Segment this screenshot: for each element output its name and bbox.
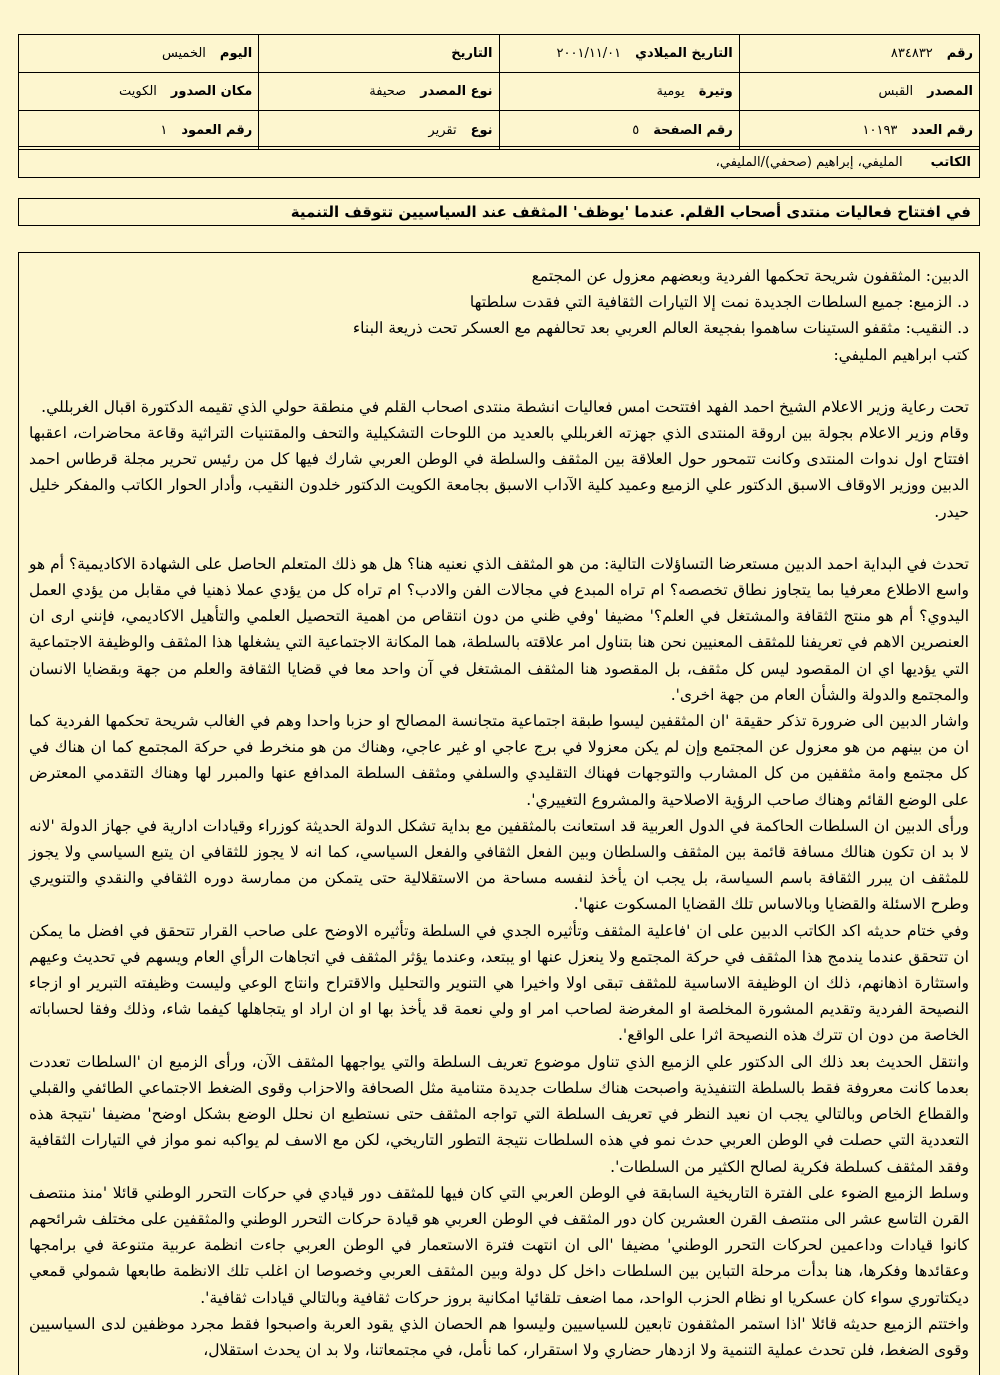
source-label: المصدر xyxy=(927,84,973,99)
place-cell xyxy=(19,73,258,110)
gregorian-date-label: التاريخ الميلادي xyxy=(635,46,733,61)
metadata-row-2 xyxy=(19,73,979,111)
metadata-table xyxy=(18,34,980,150)
author-label: الكاتب xyxy=(930,154,971,170)
metadata-row-3 xyxy=(19,111,979,149)
headline: في افتتاح فعاليات منتدى أصحاب القلم. عندما 'يوظف' المثقف عند السياسيين تتوقف التنمية xyxy=(290,203,971,221)
page-number-label: رقم الصفحة xyxy=(653,122,733,138)
column-value: ١ xyxy=(160,122,168,138)
byline: كتب ابراهيم المليفي: xyxy=(833,345,969,364)
paragraph: واشار الدبين الى ضرورة تذكر حقيقة 'ان المثقفين ليسوا طبقة اجتماعية متجانسة المصالح او حزبا واحدا وهم في الغالب شريحة تحكمها الفردية كما ان من بينهم من هو معزول عن المجتمع وإن لم يكن معزولا في برج عاجي او غير عاجي، وهناك من هو منخرط في حركة المجتمع كما ان هناك في كل مجتمع وامة مثقفين من كل المشارب والتوجهات فهناك التقليدي والسلفي ومثقف السلطة المدافع عنها والمبرر لها وهناك التقدمي المعترض على الوضع القائم وهناك صاحب الرؤية الاصلاحية والمشروع التغييري'. xyxy=(29,712,969,809)
place-label: مكان الصدور xyxy=(170,84,253,99)
frequency-value: يومية xyxy=(656,84,685,99)
headline-box xyxy=(18,198,980,226)
source-cell xyxy=(739,73,979,110)
paragraph: وقام وزير الاعلام بجولة بين اروقة المنتدى الذي جهزته الغربللي بالعديد من اللوحات التشكيلية والتحف والمقتنيات التراثية وقاعة محاضرات، اعقبها افتتاح اول ندوات المنتدى وكانت تتمحور حول العلاقة بين المثقف والسلطة في الوطن العربي شارك فيها كل من رئيس تحرير مجلة قرطاس احمد الدبين ووزير الاوقاف الاسبق الدكتور علي الزميع وعميد كلية الآداب الاسبق بجامعة الكويت الدكتور خلدون النقيب، وأدار الحوار الكاتب والمفكر خليل حيدر. xyxy=(29,424,969,521)
paragraph: واختتم الزميع حديثه قائلا 'اذا استمر المثقفون تابعين للسياسيين وليسوا هم الحصان الذي يقود العربة واصبحوا فقط مجرد موظفين لدى السياسيين وقوى الضغط، فلن تحدث عملية التنمية ولا ازدهار حضاري ولا استقرار، كما نأمل، في مجتمعاتنا، ولا بد ان يحدث استقلال، xyxy=(29,1314,969,1359)
number-value: ٨٣٤٨٣٢ xyxy=(890,46,933,61)
issue-label: رقم العدد xyxy=(911,122,973,138)
type-value: تقرير xyxy=(428,122,457,138)
subheadline-3: د. النقيب: مثقفو الستينات ساهموا بفجيعة العالم العربي بعد تحالفهم مع العسكر تحت ذريعة البناء xyxy=(352,319,969,338)
day-value: الخميس xyxy=(161,46,206,61)
paragraph: وانتقل الحديث بعد ذلك الى الدكتور علي الزميع الذي تناول موضوع تعريف السلطة والتي يواجهها المثقف الآن، ورأى الزميع ان 'السلطات تعددت بعدما كانت معروفة فقط بالسلطة التنفيذية واصبحت هناك سلطات جديدة متنامية مثل الصحافة والاحزاب وقوى الضغط الاجتماعي الطائفي والقبلي والقطاع الخاص وبالتالي يجب ان نعيد النظر في تعريف السلطة التي تواجه المثقف حتى نستطيع ان نحلل الوضع بشكل اوضح' مضيفا 'نتيجة هذه التعددية التي حصلت في الوطن العربي حدث نمو في هذه السلطات نتيجة التطور التاريخي، لكن مع الاسف لم يواكبه نمو مواز في التيارات الثقافية وفقد المثقف كسلطة فكرية لصالح الكثير من السلطات'. xyxy=(29,1052,969,1176)
type-label: نوع xyxy=(470,122,493,138)
paragraph: تحت رعاية وزير الاعلام الشيخ احمد الفهد افتتحت امس فعاليات انشطة منتدى اصحاب القلم في منطقة حولي الذي تقيمه الدكتورة اقبال الغربللي. xyxy=(41,397,969,416)
source-type-cell xyxy=(258,73,498,110)
day-label: اليوم xyxy=(219,46,253,61)
issue-value: ١٠١٩٣ xyxy=(862,122,898,138)
subheadline-1: الدبين: المثقفون شريحة تحكمها الفردية وبعضهم معزول عن المجتمع xyxy=(531,267,969,285)
paragraph: وسلط الزميع الضوء على الفترة التاريخية السابقة في الوطن العربي التي كان فيها للمثقف دور قيادي في حركات التحرر الوطني قائلا 'منذ منتصف القرن التاسع عشر الى منتصف القرن العشرين كان دور المثقف في الوطن العربي هو قيادة حركات التحرر الوطني والمثقفين على مختلف شرائحهم كانوا قيادات وداعمين لحركات التحرر الوطني' مضيفا 'الى ان انتهت فترة الاستعمار في الوطن العربي جاءت انظمة عربية متنوعة في برامجها وعقائدها وفكرها، هنا بدأت مرحلة التباين بين السلطات داخل كل دولة وبين المثقف العربي وخصوصا ان اغلب تلك الانظمة طابعها شمولي قمعي ديكتاتوري سواء كان عسكريا او نظام الحزب الواحد، مما اضعف تلقائيا امكانية بروز حركات ثقافية وبالتالي قيادات ثقافية'. xyxy=(29,1183,969,1307)
paragraph: تحدث في البداية احمد الدبين مستعرضا التساؤلات التالية: من هو المثقف الذي نعنيه هنا؟ هل هو ذلك المتعلم الحاصل على الشهادة الاكاديمية؟ أم هو واسع الاطلاع معرفيا بما يتجاوز نطاق تخصصه؟ ام تراه المبدع في مجالات الفن والادب؟ ام تراه كل من يؤدي عملا ذهنيا في مقابل من يؤدي العمل اليدوي؟ أم هو منتج الثقافة والمشتغل في العلم؟' مضيفا 'وفي ظني من دون انتقاص من اهمية التحصيل العلمي والتأهيل الاكاديمي، فإنني ارى ان العنصرين الاهم في تعريفنا للمثقف المعنيين نحن هنا بتناول امر علاقته بالسلطة، هما المكانة الاجتماعية التي يشغلها هذا المثقف والوظيفة الاجتماعية التي يؤديها اي ان المقصود ليس كل مثقف، بل المقصود هنا المثقف المشتغل في آن واحد معا في قضايا الثقافة والعلم من جهة وبقضايا الانسان والمجتمع والدولة والشأن العام من جهة اخرى'. xyxy=(29,554,969,704)
author-box xyxy=(18,146,980,178)
number-label: رقم xyxy=(946,46,973,61)
issue-cell xyxy=(739,111,979,149)
paragraph: وفي ختام حديثه اكد الكاتب الدبين على ان 'فاعلية المثقف وتأثيره الجدي في السلطة وتأثيره الاوضح على صاحب القرار تتحقق في افضل ما يمكن ان تتحقق عندما يندمج هذا المثقف في حركة المجتمع ولا ينعزل عنها او يبتعد، وعندما يؤثر المثقف في اتجاهات الرأي العام ويسهم في تحديث وعيهم واستثارة اذهانهم، ذلك ان الوظيفة الاساسية للمثقف تبقى اولا واخيرا هي التنوير والتحليل والاقتراح وانتاج الوعي وليست وظيفته التبرير او ازجاء النصيحة الفردية وتقديم المشورة المخلصة او المغرضة لصاحب امر او ولي نعمة قد يأخذ بها او ان اراد او يتجاهلها كيفما شاء، وذلك وفقا لحساباته الخاصة من دون ان تترك هذه النصيحة اثرا على الواقع'. xyxy=(29,921,969,1045)
article-body xyxy=(18,252,980,1375)
paragraph: ورأى الدبين ان السلطات الحاكمة في الدول العربية قد استعانت بالمثقفين مع بداية تشكل الدولة الحديثة كوزراء وقيادات ادارية في جهاز الدولة 'لانه لا بد ان تكون هنالك مسافة قائمة بين المثقف والسلطان وبين الفعل الثقافي والفعل السياسي، كما انه لا يجوز للثقافي ان يتبع السياسي ولا يجوز للمثقف ان يبرر الثقافة باسم السياسة، بل يجب ان يأخذ لنفسه مساحة من الاستقلالية حتى يتمكن من ممارسة دوره الثقافي والنقدي والتنويري وطرح الاسئلة والقضايا وبالاساس تلك القضايا المسكوت عنها'. xyxy=(29,816,969,914)
author-value: المليفي، إبراهيم (صحفي)/المليفي، xyxy=(715,154,903,170)
subheadline-2: د. الزميع: جميع السلطات الجديدة نمت إلا التيارات الثقافية التي فقدت سلطتها xyxy=(469,293,969,312)
frequency-cell xyxy=(499,73,739,110)
column-cell xyxy=(19,111,258,149)
frequency-label: وتيرة xyxy=(698,84,733,99)
source-type-label: نوع المصدر xyxy=(420,84,493,99)
date-cell xyxy=(258,35,498,72)
metadata-row-1 xyxy=(19,35,979,73)
gregorian-date-cell xyxy=(499,35,739,72)
number-cell xyxy=(739,35,979,72)
place-value: الكويت xyxy=(119,84,157,99)
date-label: التاريخ xyxy=(451,46,493,61)
paragraph-gap xyxy=(29,525,969,551)
paragraph-gap xyxy=(29,368,969,394)
page-number-value: ٥ xyxy=(632,122,640,138)
type-cell xyxy=(258,111,498,149)
gregorian-date-value: ٢٠٠١/١١/٠١ xyxy=(556,46,622,61)
page-number-cell xyxy=(499,111,739,149)
source-value: القبس xyxy=(878,84,914,99)
source-type-value: صحيفة xyxy=(369,84,407,99)
day-cell xyxy=(19,35,258,72)
column-label: رقم العمود xyxy=(181,122,253,138)
